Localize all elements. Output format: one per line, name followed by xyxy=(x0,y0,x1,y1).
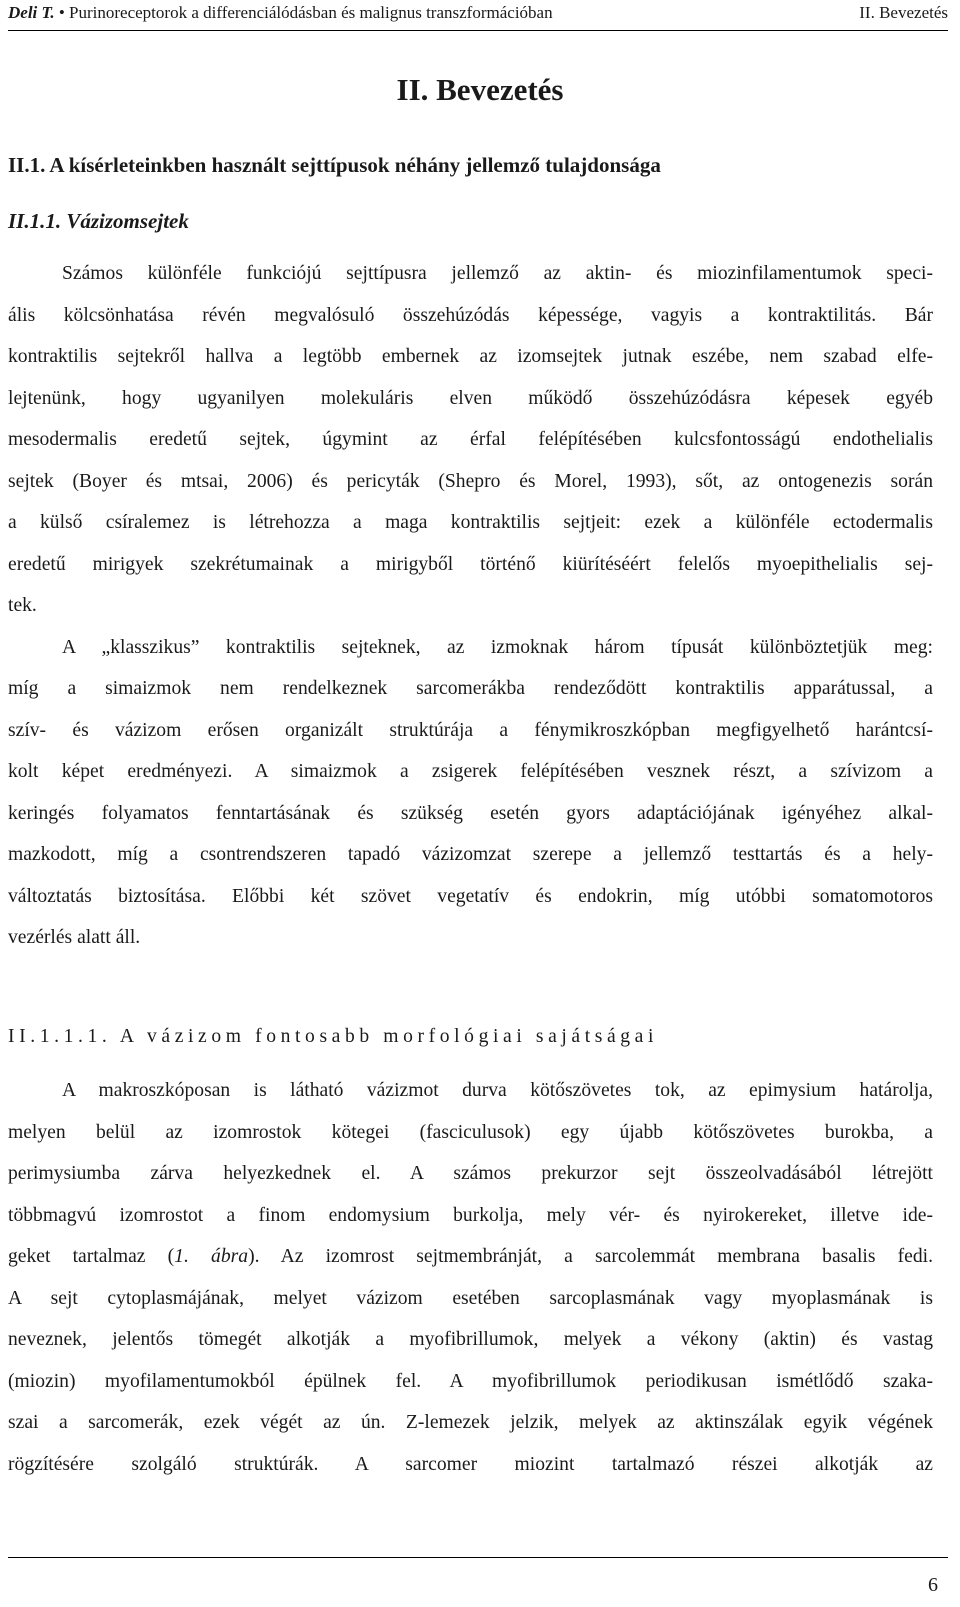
text-line: melyen belül az izomrostok kötegei (fasciculusok) egy újabb kötőszövetes burokba, a xyxy=(8,1121,933,1143)
text-line: sejtek (Boyer és mtsai, 2006) és pericyták (Shepro és Morel, 1993), sőt, az ontogenezis során xyxy=(8,470,933,492)
text-segment: ). Az izomrost sejtmembránját, a sarcolemmát membrana basalis fedi. xyxy=(248,1246,933,1267)
text-line: keringés folyamatos fenntartásának és szükség esetén gyors adaptációjának igényéhez alkal- xyxy=(8,802,933,824)
text-line-with-figure-ref xyxy=(8,1236,933,1278)
paragraph-block-1 xyxy=(8,253,933,959)
text-line: (miozin) myofilamentumokból épülnek fel. A myofibrillumok periodikusan ismétlődő szaka- xyxy=(8,1370,933,1392)
text-line: kontraktilis sejtekről hallva a legtöbb embernek az izomsejtek jutnak eszébe, nem szabad elfe- xyxy=(8,346,933,367)
header-section: II. Bevezetés xyxy=(859,3,948,22)
running-header-left xyxy=(8,2,553,24)
text-line: neveznek, jelentős tömegét alkotják a myofibrillumok, melyek a vékony (aktin) és vastag xyxy=(8,1329,933,1350)
text-line: A sejt cytoplasmájának, melyet vázizom esetében sarcoplasmának vagy myoplasmának is xyxy=(8,1287,933,1309)
header-title: Purinoreceptorok a differenciálódásban és malignus transzformációban xyxy=(69,3,553,22)
text-line: A makroszkóposan is látható vázizmot durva kötőszövetes tok, az epimysium határolja, xyxy=(62,1080,933,1101)
text-line: ális kölcsönhatása révén megvalósuló összehúzódás képessége, vagyis a kontraktilitás. Bár xyxy=(8,304,933,326)
text-line: a külső csíralemez is létrehozza a maga kontraktilis sejtjeit: ezek a különféle ectodermalis xyxy=(8,512,933,533)
running-header xyxy=(8,2,948,31)
text-line: eredetű mirigyek szekrétumainak a mirigyből történő kiürítéséért felelős myoepithelialis sej- xyxy=(8,553,933,575)
figure-reference: 1. ábra xyxy=(174,1246,249,1267)
text-line: mesodermalis eredetű sejtek, úgymint az érfal felépítésében kulcsfontosságú endothelialis xyxy=(8,429,933,450)
text-line: perimysiumba zárva helyezkednek el. A számos prekurzor sejt összeolvadásából létrejött xyxy=(8,1163,933,1184)
header-author: Deli T. xyxy=(8,3,55,22)
header-bullet: • xyxy=(58,3,65,22)
subsection-title: II.1.1. Vázizomsejtek xyxy=(8,209,189,233)
subsubsection-heading: II.1.1.1. A vázizom fontosabb morfológiai sajátságai xyxy=(8,1026,659,1047)
text-line: lejtenünk, hogy ugyanilyen molekuláris elven működő összehúzódásra képesek egyéb xyxy=(8,387,933,409)
text-line: szai a sarcomerák, ezek végét az ún. Z-lemezek jelzik, melyek az aktinszálak egyik végének xyxy=(8,1412,933,1433)
page-number: 6 xyxy=(928,1574,938,1596)
text-line: rögzítésére szolgáló struktúrák. A sarcomer miozint tartalmazó részei alkotják az xyxy=(8,1453,933,1475)
chapter-title: II. Bevezetés xyxy=(396,72,564,107)
text-line: kolt képet eredményezi. A simaizmok a zsigerek felépítésében vesznek részt, a szívizom a xyxy=(8,761,933,782)
text-line: tek. xyxy=(8,595,37,616)
text-line: míg a simaizmok nem rendelkeznek sarcomerákba rendeződött kontraktilis apparátussal, a xyxy=(8,678,933,699)
text-line: A „klasszikus” kontraktilis sejteknek, az izmoknak három típusát különböztetjük meg: xyxy=(62,636,933,658)
text-segment: geket tartalmaz ( xyxy=(8,1246,175,1267)
text-line: többmagvú izomrostot a finom endomysium burkolja, mely vér- és nyirokereket, illetve ide- xyxy=(8,1204,933,1226)
text-line: Számos különféle funkciójú sejttípusra jellemző az aktin- és miozinfilamentumok speci- xyxy=(62,263,933,284)
text-line: változtatás biztosítása. Előbbi két szövet vegetatív és endokrin, míg utóbbi somatomotoros xyxy=(8,885,933,907)
paragraph-block-2 xyxy=(8,1070,933,1485)
text-line: mazkodott, míg a csontrendszeren tapadó vázizomzat szerepe a jellemző testtartás és a hely- xyxy=(8,844,933,865)
text-line: szív- és vázizom erősen organizált struktúrája a fénymikroszkópban megfigyelhető harántcsí- xyxy=(8,719,933,741)
text-line: vezérlés alatt áll. xyxy=(8,927,141,948)
section-title: II.1. A kísérleteinkben használt sejttípusok néhány jellemző tulajdonsága xyxy=(8,153,661,177)
footer-rule xyxy=(8,1557,948,1558)
